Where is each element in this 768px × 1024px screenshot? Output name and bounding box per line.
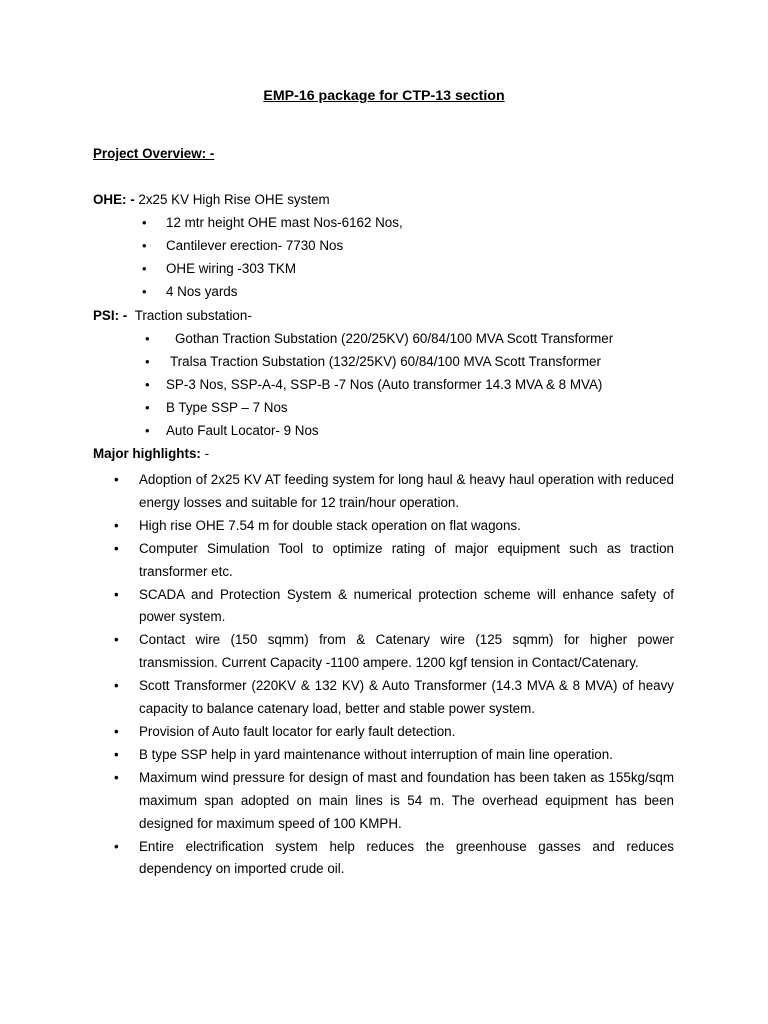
bullet-icon: •: [114, 586, 119, 602]
list-item: • 12 mtr height OHE mast Nos-6162 Nos,: [166, 211, 403, 234]
ohe-list: [142, 211, 403, 303]
list-item: • SP-3 Nos, SSP-A-4, SSP-B -7 Nos (Auto transformer 14.3 MVA & 8 MVA): [166, 373, 613, 396]
list-item: • Maximum wind pressure for design of mast and foundation has been taken as 155kg/sqm maximum span adopted on main lines is 54 m. The overhead equipment has been designed for maximum speed of 100 KMPH.: [139, 767, 674, 836]
list-item: • High rise OHE 7.54 m for double stack operation on flat wagons.: [139, 515, 674, 538]
list-item: • Auto Fault Locator- 9 Nos: [166, 419, 613, 442]
list-item: • Entire electrification system help reduces the greenhouse gasses and reduces dependency on imported crude oil.: [139, 836, 674, 882]
bullet-icon: •: [114, 517, 119, 533]
psi-label: PSI: -: [93, 308, 128, 323]
list-item: • OHE wiring -303 TKM: [166, 257, 403, 280]
list-item: • SCADA and Protection System & numerical protection scheme will enhance safety of power system.: [139, 584, 674, 630]
psi-section-heading: [93, 308, 252, 323]
bullet-icon: •: [142, 261, 147, 277]
project-overview-heading: Project Overview: -: [93, 146, 215, 161]
list-item: • Adoption of 2x25 KV AT feeding system for long haul & heavy haul operation with reduced energy losses and suitable for 12 train/hour operation.: [139, 469, 674, 515]
bullet-icon: •: [114, 746, 119, 762]
bullet-icon: •: [142, 238, 147, 254]
bullet-icon: •: [142, 284, 147, 300]
list-item: • Cantilever erection- 7730 Nos: [166, 234, 403, 257]
list-item: • B type SSP help in yard maintenance without interruption of main line operation.: [139, 744, 674, 767]
bullet-icon: •: [114, 472, 119, 487]
bullet-icon: •: [145, 423, 150, 439]
bullet-icon: •: [145, 377, 150, 393]
list-item: • Contact wire (150 sqmm) from & Catenary wire (125 sqmm) for higher power transmission. Current Capacity -1100 ampere. 1200 kgf tension in Contact/Catenary.: [139, 629, 674, 675]
ohe-label: OHE: -: [93, 192, 135, 207]
ohe-description: 2x25 KV High Rise OHE system: [138, 192, 330, 207]
list-item: • B Type SSP – 7 Nos: [166, 396, 613, 419]
bullet-icon: •: [114, 678, 119, 694]
list-item: • 4 Nos yards: [166, 280, 403, 303]
list-item: • Computer Simulation Tool to optimize rating of major equipment such as traction transformer etc.: [139, 538, 674, 584]
bullet-icon: •: [145, 400, 150, 416]
bullet-icon: •: [142, 215, 147, 230]
major-highlights-label: Major highlights:: [93, 446, 201, 461]
bullet-icon: •: [114, 838, 119, 854]
major-highlights-list: [114, 469, 674, 881]
bullet-icon: •: [114, 632, 119, 648]
list-item: • Provision of Auto fault locator for early fault detection.: [139, 721, 674, 744]
major-highlights-heading: [93, 446, 209, 461]
bullet-icon: •: [114, 769, 119, 785]
ohe-section-heading: [93, 192, 330, 207]
bullet-icon: •: [114, 540, 119, 556]
list-item: • Scott Transformer (220KV & 132 KV) & Auto Transformer (14.3 MVA & 8 MVA) of heavy capacity to balance catenary load, better and stable power system.: [139, 675, 674, 721]
list-item: • Tralsa Traction Substation (132/25KV) 60/84/100 MVA Scott Transformer: [166, 350, 613, 373]
psi-description: Traction substation-: [134, 308, 252, 323]
bullet-icon: •: [114, 723, 119, 739]
bullet-icon: •: [145, 331, 150, 346]
psi-list: [145, 327, 614, 442]
document-title: EMP-16 package for CTP-13 section: [263, 88, 505, 104]
major-highlights-suffix: -: [204, 446, 210, 461]
list-item: • Gothan Traction Substation (220/25KV) 60/84/100 MVA Scott Transformer: [166, 327, 613, 350]
bullet-icon: •: [145, 354, 150, 370]
